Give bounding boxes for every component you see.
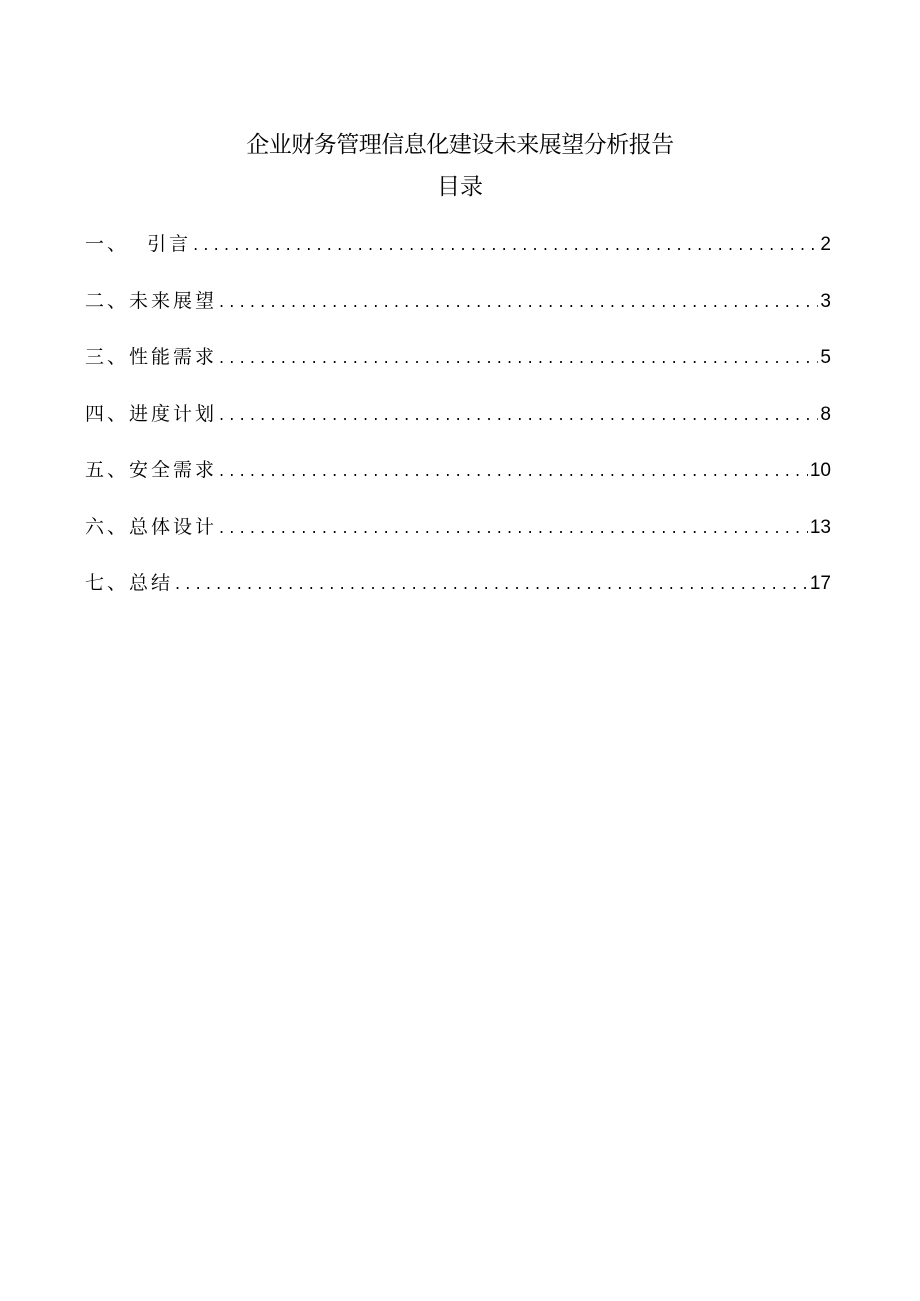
toc-dot-leader (175, 566, 808, 602)
toc-dot-leader (219, 340, 818, 376)
toc-page-number: 5 (820, 347, 831, 368)
toc-dot-leader (219, 453, 808, 489)
toc-dot-leader (219, 397, 818, 433)
toc-page-number: 17 (809, 573, 831, 594)
table-of-contents (85, 226, 831, 622)
toc-page-number: 8 (820, 403, 831, 425)
toc-entry-introduction[interactable] (85, 226, 831, 283)
toc-entry-label: 四、进度计划 (85, 402, 218, 425)
toc-entry-summary[interactable] (85, 565, 831, 622)
toc-entry-overall-design[interactable] (85, 509, 831, 566)
toc-dot-leader (219, 284, 818, 320)
toc-entry-performance-requirements[interactable] (85, 339, 831, 396)
toc-entry-label: 三、性能需求 (85, 346, 218, 368)
toc-entry-security-requirements[interactable] (85, 452, 831, 509)
toc-page-number: 3 (820, 290, 831, 312)
toc-heading: 目录 (437, 174, 483, 200)
toc-entry-label: 二、未来展望 (85, 289, 218, 312)
toc-dot-leader (219, 510, 808, 546)
toc-dot-leader (193, 227, 818, 263)
toc-entry-label: 五、安全需求 (85, 459, 218, 481)
toc-entry-label: 一、 引言 (85, 233, 192, 255)
toc-entry-future-outlook[interactable] (85, 283, 831, 340)
toc-entry-label: 七、总结 (85, 572, 174, 594)
toc-entry-label: 六、总体设计 (85, 515, 218, 538)
toc-page-number: 2 (820, 234, 831, 255)
document-title: 企业财务管理信息化建设未来展望分析报告 (246, 132, 674, 158)
toc-entry-schedule[interactable] (85, 396, 831, 453)
toc-page-number: 10 (809, 460, 831, 481)
toc-page-number: 13 (809, 516, 831, 538)
